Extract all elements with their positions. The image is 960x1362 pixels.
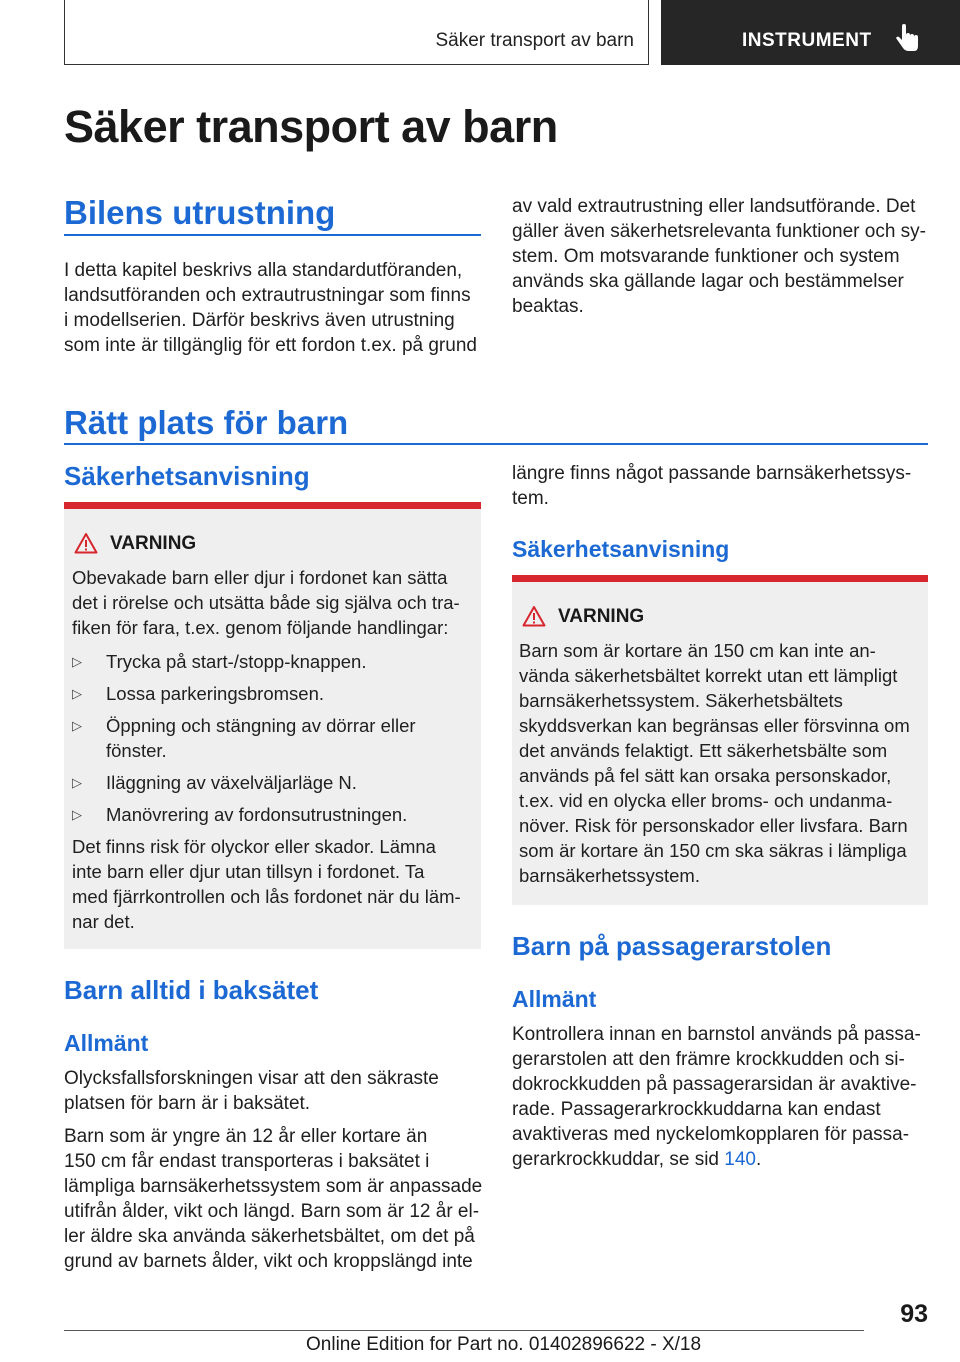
footer-edition: Online Edition for Part no. 01402896622 - X/18 [306, 1334, 702, 1355]
warning-label: VARNING [110, 533, 197, 554]
warning-box [512, 575, 928, 905]
paragraph-bilens-continued: av vald extrautrustning eller landsutförande. Det gäller även säkerhetsrelevanta funktioner och sy- stem. Om motsvarande funktioner och system används ska gällande lagar och bestämmelser beaktas. [512, 196, 927, 317]
page-number: 93 [900, 1300, 928, 1328]
subheading-allmant: Allmänt [512, 986, 597, 1012]
page-title: Säker transport av barn [64, 101, 558, 152]
warning-box: VARNING Obevakade barn eller djur i fordonet kan sätta det i rörelse och utsätta både sig själva och tra- fiken för fara, t.ex. genom följande handlingar: ▷ Trycka på start-/stopp-knappen. ▷ Lossa parkeringsbromsen. ▷ Öppning och stängning av dörrar eller fönster. ▷ Iläggning av växelväljarläge N. ▷ Manövrering av fordonsutrustningen. Det finns risk för olyckor eller skador. Lämna inte barn eller djur utan tillsyn i fordonet. Ta med fjärrkontrollen och lås fordonet när du läm- nar det. [64, 502, 481, 949]
triangle-bullet-icon: ▷ [72, 718, 82, 733]
header-tab-instrument[interactable] [661, 0, 960, 65]
warning-triangle-icon [74, 532, 98, 554]
triangle-bullet-icon: ▷ [72, 686, 82, 701]
heading-barn-passagerarstolen: Barn på passagerarstolen [512, 931, 832, 961]
warning-label: VARNING [558, 606, 645, 627]
heading-sakerhetsanvisning: Säkerhetsanvisning [64, 461, 310, 491]
paragraph-passagerarstolen: Kontrollera innan en barnstol används på passa- gerarstolen att den främre krockkudden och si- dokrockkudden på passagerarsidan är avaktive- rade. Passagerarkrockkuddarna kan endast avaktiveras med nyckelomkopplaren för passa- gerarkrockkuddar, se sid 140. [512, 1024, 921, 1170]
heading-sakerhetsanvisning: Säkerhetsanvisning [512, 536, 730, 562]
heading-underline [64, 443, 928, 445]
warning-intro-text: Obevakade barn eller djur i fordonet kan sätta det i rörelse och utsätta både sig själva och tra- fiken för fara, t.ex. genom följande handlingar: [72, 567, 460, 638]
pointing-hand-icon [894, 24, 920, 54]
triangle-bullet-icon: ▷ [72, 654, 82, 669]
warning-triangle-icon [522, 605, 546, 627]
footer-divider [64, 1330, 864, 1331]
warning-text: Barn som är kortare än 150 cm kan inte an- vända säkerhetsbältet korrekt utan ett lämpligt barnsäkerhetssystem. Säkerhetsbältets skyddsverkan kan begränsas eller försvinna om det används felaktigt. Ett säkerhetsbälte som används på fel sätt kan orsaka personskador, t.ex. vid en olycka eller broms- och undanma- növer. Risk för personskador eller livsfara. Barn som är kortare än 150 cm ska säkras i lämpliga barnsäkerhetssystem. [519, 640, 910, 886]
header-section-title: Säker transport av barn [435, 30, 634, 51]
paragraph-baksatet-continued: längre finns något passande barnsäkerhetssys- tem. [512, 463, 912, 509]
subheading-allmant: Allmänt [64, 1030, 149, 1056]
header-tab-label: INSTRUMENT [742, 30, 872, 51]
header-section-box [64, 0, 649, 65]
page-reference-link[interactable]: 140 [724, 1149, 756, 1170]
heading-underline [64, 234, 481, 236]
triangle-bullet-icon: ▷ [72, 775, 82, 790]
heading-barn-baksatet: Barn alltid i baksätet [64, 975, 319, 1005]
heading-ratt-plats: Rätt plats för barn [64, 404, 349, 441]
paragraph-baksatet-1: Olycksfallsforskningen visar att den säkraste platsen för barn är i baksätet. [64, 1068, 439, 1114]
warning-outro-text: Det finns risk för olyckor eller skador. Lämna inte barn eller djur utan tillsyn i fordonet. Ta med fjärrkontrollen och lås fordonet när du läm- nar det. [72, 836, 461, 932]
paragraph-bilens-intro: I detta kapitel beskrivs alla standardutföranden, landsutföranden och extrautrustningar som finns i modellserien. Därför beskrivs även utrustning som inte är tillgänglig för ett fordon t.ex. på grund [64, 260, 477, 356]
heading-bilens-utrustning: Bilens utrustning [64, 194, 336, 231]
triangle-bullet-icon: ▷ [72, 807, 82, 822]
paragraph-baksatet-2: Barn som är yngre än 12 år eller kortare än 150 cm får endast transporteras i baksätet i lämpliga barnsäkerhetssystem som är anpassade utifrån ålder, vikt och längd. Barn som är 12 år el- ler äldre ska använda säkerhetsbältet, om det på grund av barnets ålder, vikt och kroppslängd inte [64, 1126, 483, 1272]
